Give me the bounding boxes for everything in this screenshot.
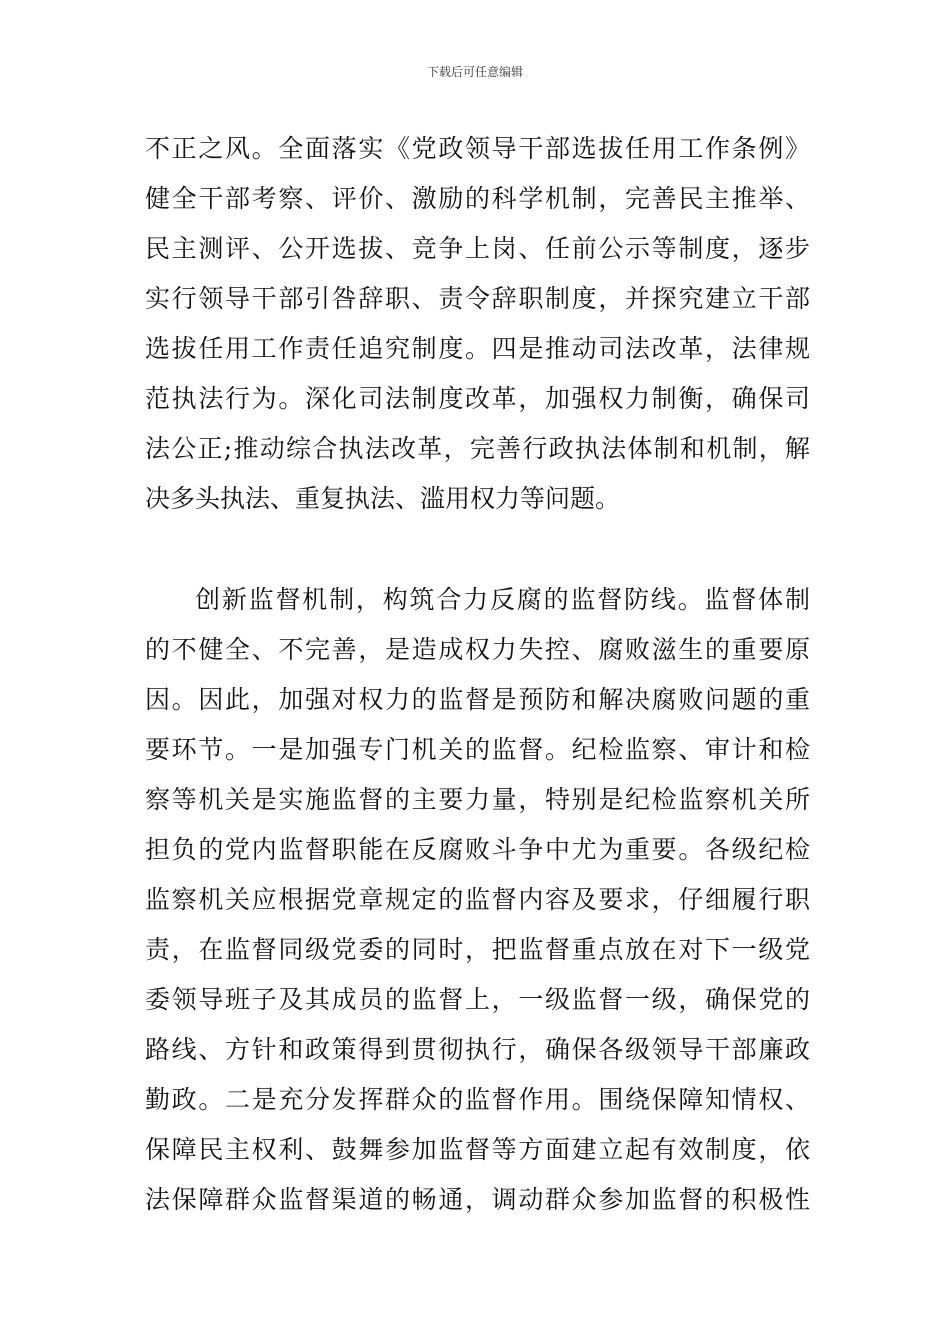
text-line: 察等机关是实施监督的主要力量，特别是纪检监察机关所 [145, 785, 810, 814]
text-line: 民主测评、公开选拔、竞争上岗、任前公示等制度，逐步 [145, 234, 810, 263]
text-line: 范执法行为。深化司法制度改革，加强权力制衡，确保司 [145, 384, 810, 413]
page-header: 下载后可任意编辑 [426, 65, 523, 79]
paragraph-1 [145, 124, 810, 524]
text-line: 不正之风。全面落实《党政领导干部选拔任用工作条例》 [145, 134, 810, 163]
text-line: 决多头执法、重复执法、滥用权力等问题。 [145, 484, 621, 513]
text-line: 选拔任用工作责任追究制度。四是推动司法改革，法律规 [145, 334, 810, 363]
text-line: 法保障群众监督渠道的畅通，调动群众参加监督的积极性 [145, 1185, 810, 1214]
text-line: 勤政。二是充分发挥群众的监督作用。围绕保障知情权、 [145, 1085, 810, 1114]
text-line: 委领导班子及其成员的监督上，一级监督一级，确保党的 [145, 985, 810, 1014]
text-line: 法公正;推动综合执法改革，完善行政执法体制和机制，解 [145, 434, 810, 463]
text-line: 创新监督机制，构筑合力反腐的监督防线。监督体制 [195, 585, 810, 614]
text-line: 担负的党内监督职能在反腐败斗争中尤为重要。各级纪检 [145, 835, 810, 864]
text-line: 要环节。一是加强专门机关的监督。纪检监察、审计和检 [145, 735, 810, 764]
text-line: 因。因此，加强对权力的监督是预防和解决腐败问题的重 [145, 685, 810, 714]
text-line: 的不健全、不完善，是造成权力失控、腐败滋生的重要原 [145, 635, 810, 664]
paragraph-2 [145, 575, 810, 1225]
text-line: 路线、方针和政策得到贯彻执行，确保各级领导干部廉政 [145, 1035, 810, 1064]
text-line: 责，在监督同级党委的同时，把监督重点放在对下一级党 [145, 935, 810, 964]
text-line: 监察机关应根据党章规定的监督内容及要求，仔细履行职 [145, 885, 810, 914]
text-line: 保障民主权利、鼓舞参加监督等方面建立起有效制度，依 [145, 1135, 810, 1164]
text-line: 实行领导干部引咎辞职、责令辞职制度，并探究建立干部 [145, 284, 810, 313]
text-line: 健全干部考察、评价、激励的科学机制，完善民主推举、 [145, 184, 810, 213]
